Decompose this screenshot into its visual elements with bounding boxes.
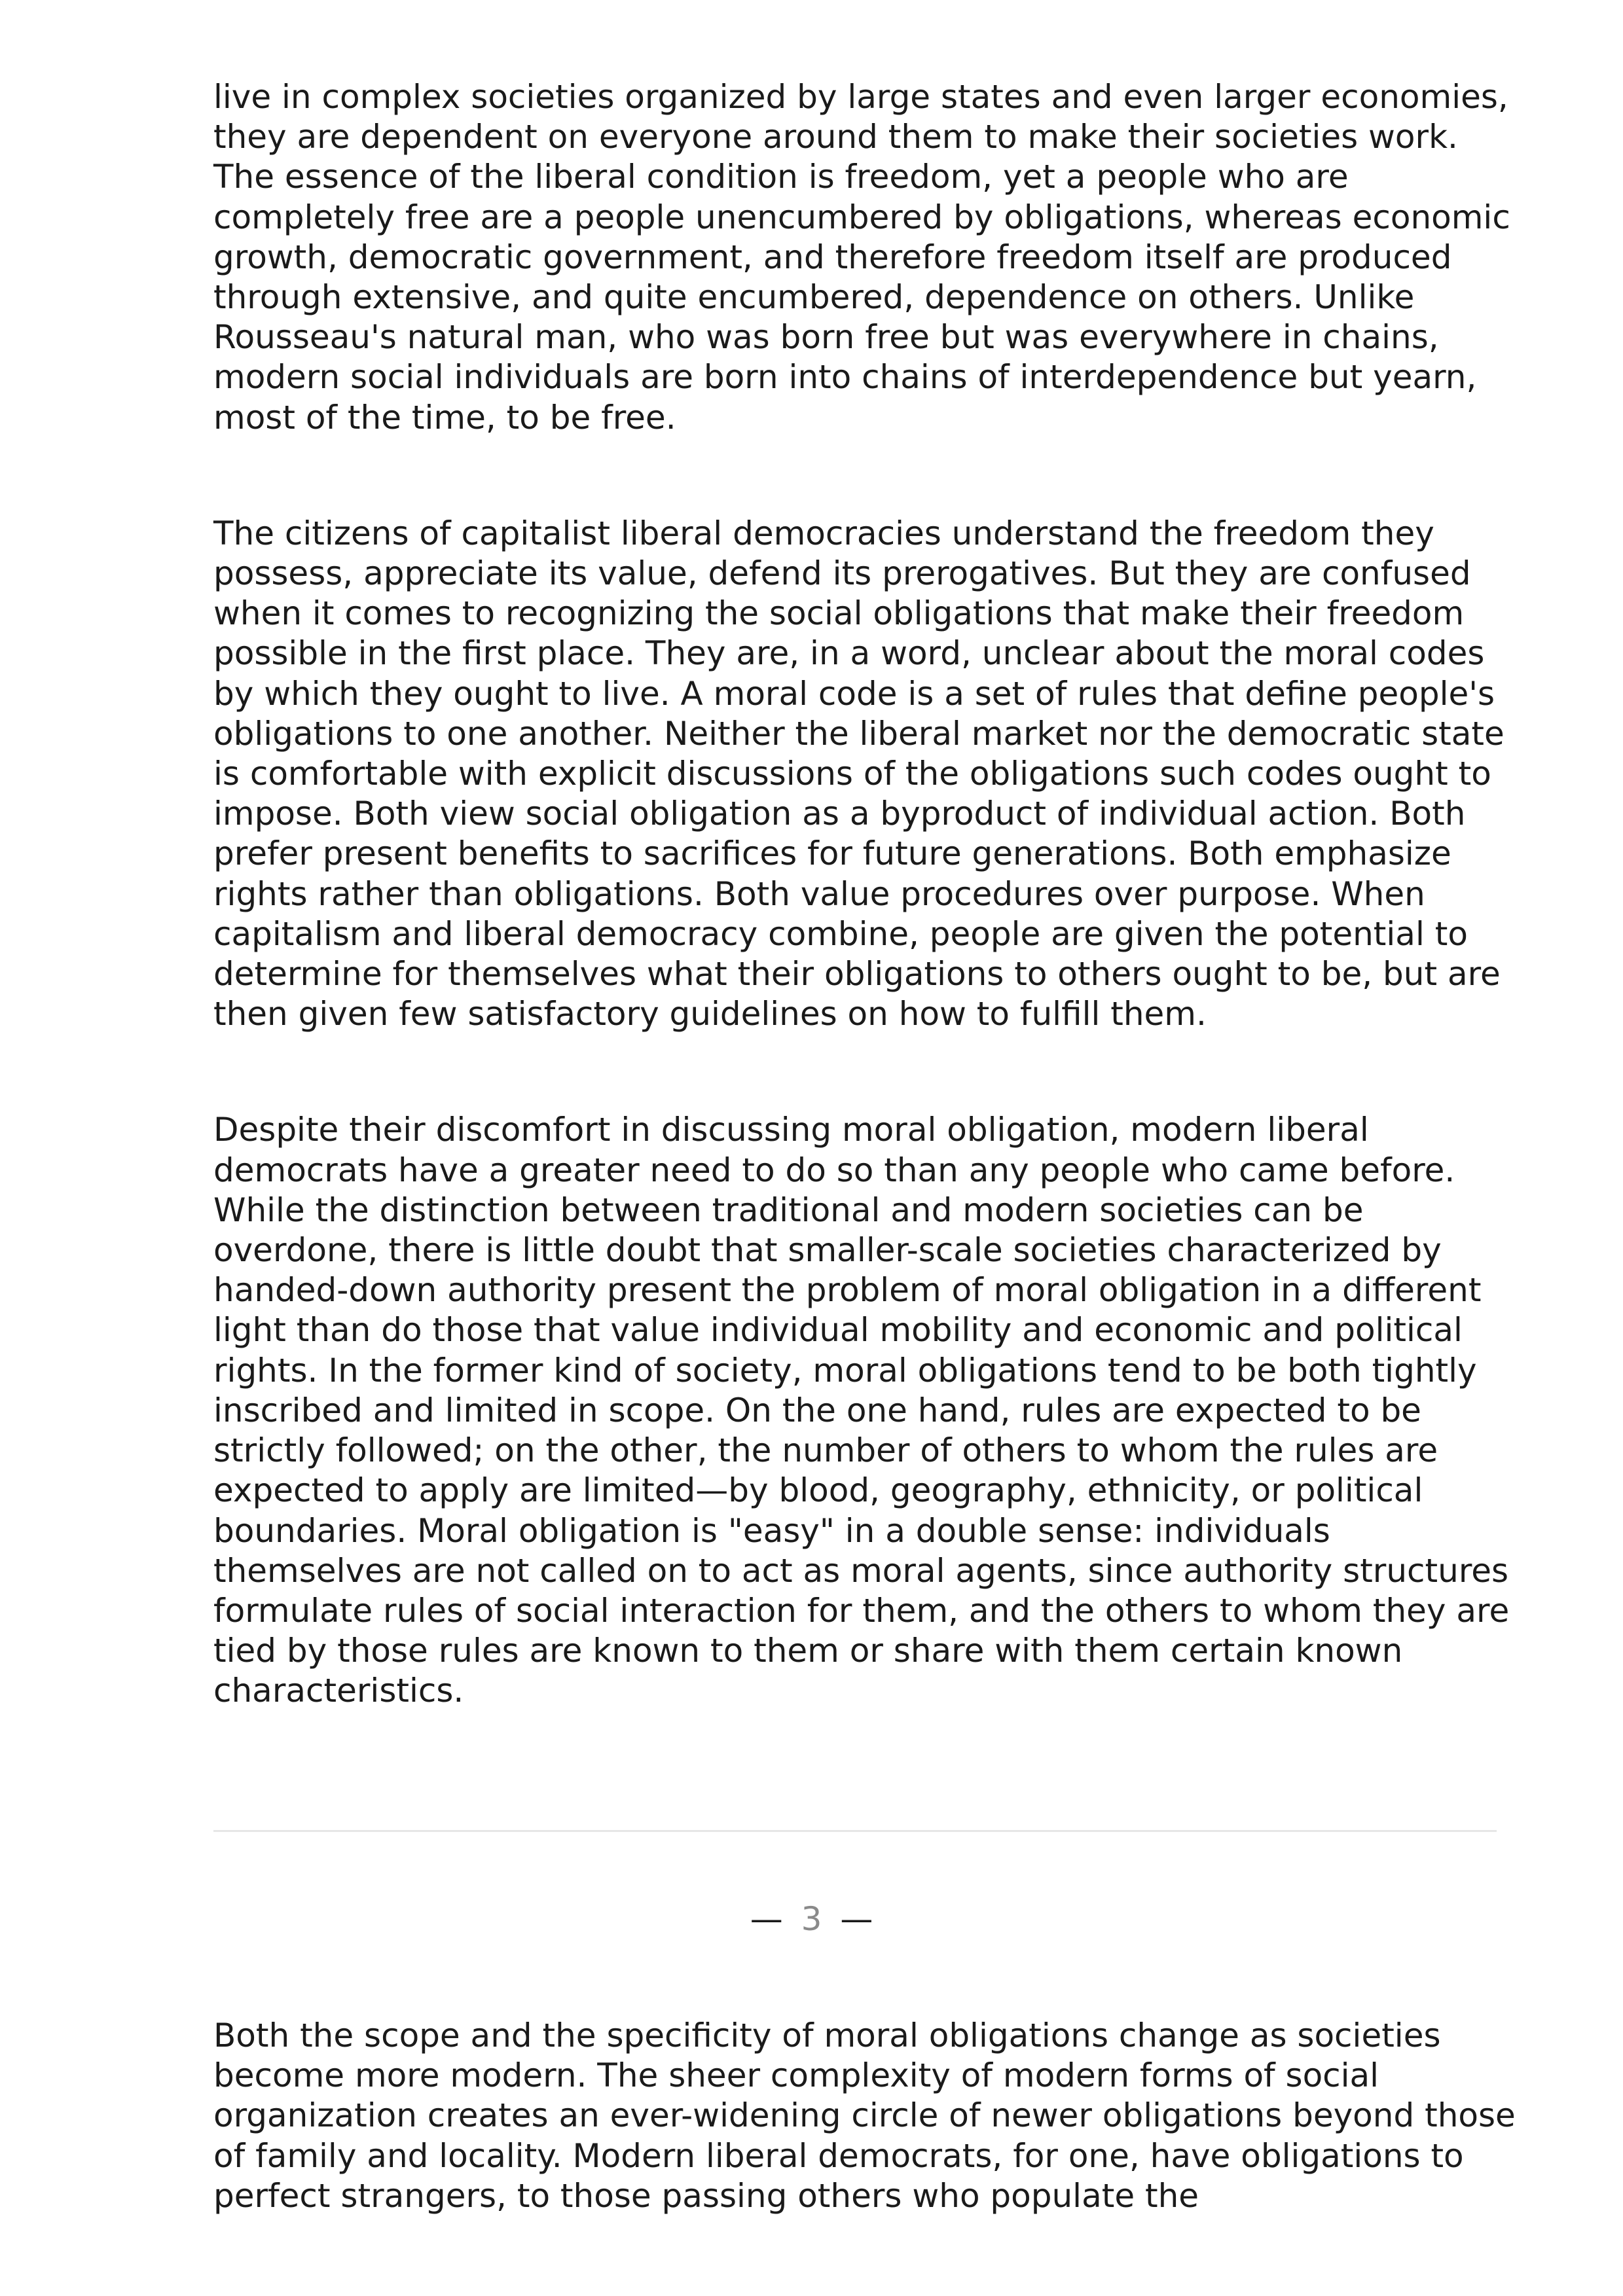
paragraph-1: live in complex societies organized by large states and even larger economies, they are dependent on everyone around them to make their societies work. The essence of the liberal condition is freedom, yet a people who are completely free are a people unencumbered by obligations, whereas economic growth, democratic government, and therefore freedom itself are produced through extensive, and quite encumbered, dependence on others. Unlike Rousseau's natural man, who was born free but was everywhere in chains, modern social individuals are born into chains of interdependence but yearn, most of the time, to be free. — [213, 78, 1510, 437]
paragraph-3: Despite their discomfort in discussing moral obligation, modern liberal democrats have a greater need to do so than any people who came before. While the distinction between traditional and modern societies can be overdone, there is little doubt that smaller-scale societies characterized by handed-down authority present the problem of moral obligation in a different light than do those that value individual mobility and economic and political rights. In the former kind of society, moral obligations tend to be both tightly inscribed and limited in scope. On the one hand, rules are expected to be strictly followed; on the other, the number of others to whom the rules are expected to apply are limited—by blood, geography, ethnicity, or political boundaries. Moral obligation is "easy" in a double sense: individuals themselves are not called on to act as moral agents, since authority structures formulate rules of social interaction for them, and the others to whom they are tied by those rules are known to them or share with them certain known characteristics. — [213, 1111, 1510, 1710]
page-number: 3 — [801, 1900, 822, 1938]
page-number-marker — [0, 1899, 1623, 1939]
page-dash-right: — — [840, 1900, 873, 1938]
page-divider — [213, 1830, 1497, 1832]
page-dash-left: — — [750, 1900, 783, 1938]
next-page-body — [213, 2016, 1516, 2216]
paragraph-4: Both the scope and the specificity of moral obligations change as societies become more modern. The sheer complexity of modern forms of social organization creates an ever-widening circle of newer obligations beyond those of family and locality. Modern liberal democrats, for one, have obligations to perfect strangers, to those passing others who populate the — [213, 2017, 1516, 2215]
page-body — [213, 77, 1516, 1712]
paragraph-2: The citizens of capitalist liberal democracies understand the freedom they possess, appreciate its value, defend its prerogatives. But they are confused when it comes to recognizing the social obligations that make their freedom possible in the first place. They are, in a word, unclear about the moral codes by which they ought to live. A moral code is a set of rules that define people's obligations to one another. Neither the liberal market nor the democratic state is comfortable with explicit discussions of the obligations such codes ought to impose. Both view social obligation as a byproduct of individual action. Both prefer present benefits to sacrifices for future generations. Both emphasize rights rather than obligations. Both value procedures over purpose. When capitalism and liberal democracy combine, people are given the potential to determine for themselves what their obligations to others ought to be, but are then given few satisfactory guidelines on how to fulfill them. — [213, 514, 1504, 1033]
